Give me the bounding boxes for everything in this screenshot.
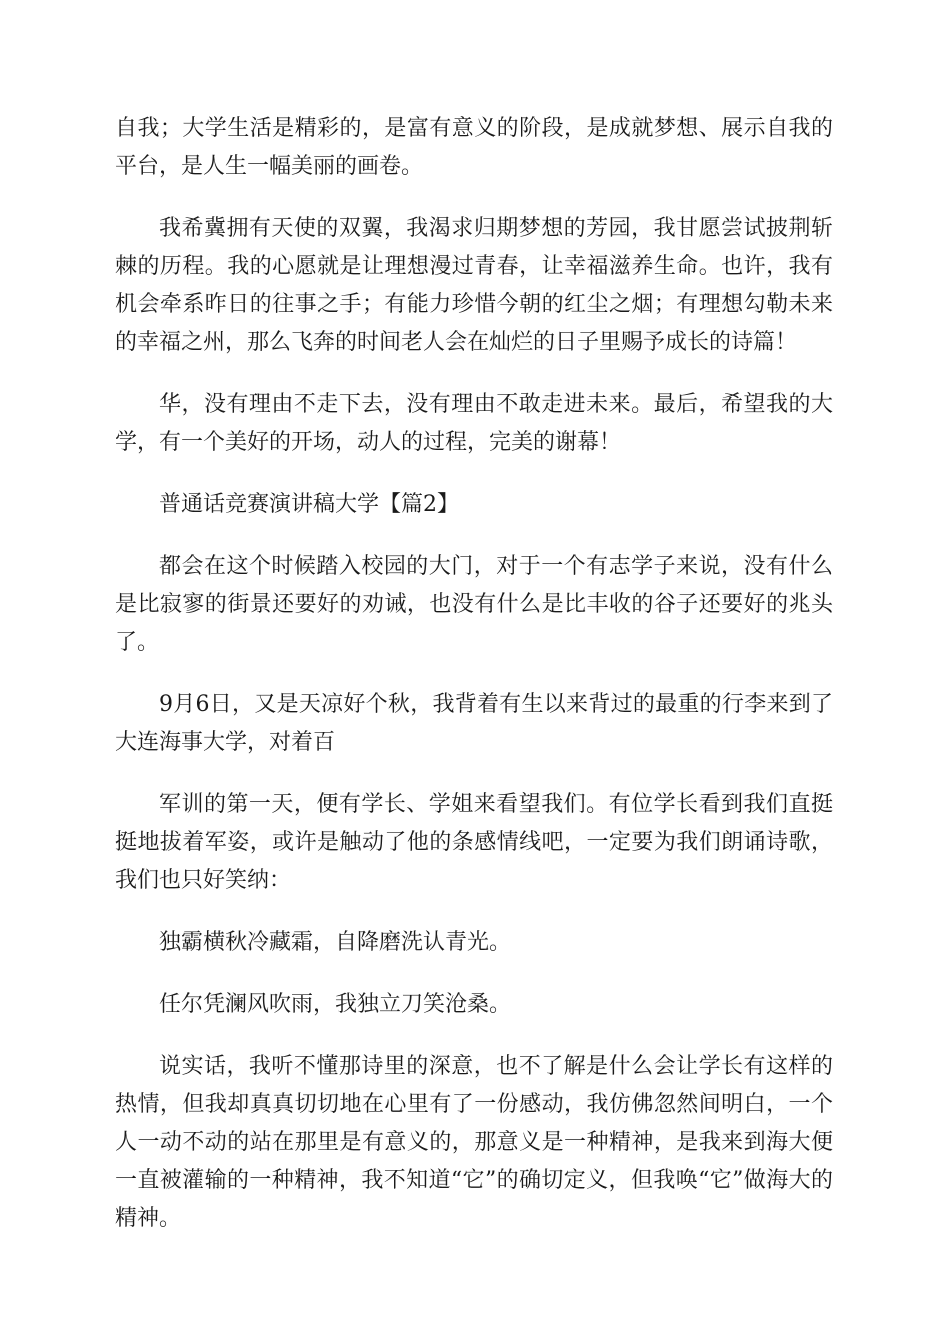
paragraph: 我希冀拥有天使的双翼，我渴求归期梦想的芳园，我甘愿尝试披荆斩棘的历程。我的心愿就是让理想漫过青春，让幸福滋养生命。也许，我有机会牵系昨日的往事之手；有能力珍惜今朝的红尘之烟；有理想勾勒未来的幸福之州，那么飞奔的时间老人会在灿烂的日子里赐予成长的诗篇！ — [115, 216, 833, 355]
poem-line: 任尔凭澜风吹雨，我独立刀笑沧桑。 — [159, 992, 512, 1017]
document-body — [115, 110, 833, 1262]
poem-line: 独霸横秋冷藏霜，自降磨洗认青光。 — [159, 930, 512, 955]
paragraph: 9月6日，又是天凉好个秋，我背着有生以来背过的最重的行李来到了大连海事大学，对着百 — [115, 692, 833, 755]
paragraph: 都会在这个时候踏入校园的大门，对于一个有志学子来说，没有什么是比寂寥的街景还要好的劝诫，也没有什么是比丰收的谷子还要好的兆头了。 — [115, 554, 833, 655]
paragraph: 华，没有理由不走下去，没有理由不敢走进未来。最后，希望我的大学，有一个美好的开场，动人的过程，完美的谢幕！ — [115, 392, 833, 455]
paragraph: 军训的第一天，便有学长、学姐来看望我们。有位学长看到我们直挺挺地拔着军姿，或许是触动了他的条感情线吧，一定要为我们朗诵诗歌，我们也只好笑纳： — [115, 792, 833, 893]
paragraph: 说实话，我听不懂那诗里的深意，也不了解是什么会让学长有这样的热情，但我却真真切切地在心里有了一份感动，我仿佛忽然间明白，一个人一动不动的站在那里是有意义的，那意义是一种精神，是我来到海大便一直被灌输的一种精神，我不知道“它”的确切定义，但我唤“它”做海大的精神。 — [115, 1054, 833, 1231]
section-heading: 普通话竞赛演讲稿大学【篇2】 — [159, 492, 459, 517]
paragraph: 自我；大学生活是精彩的，是富有意义的阶段，是成就梦想、展示自我的平台，是人生一幅美丽的画卷。 — [115, 116, 833, 179]
